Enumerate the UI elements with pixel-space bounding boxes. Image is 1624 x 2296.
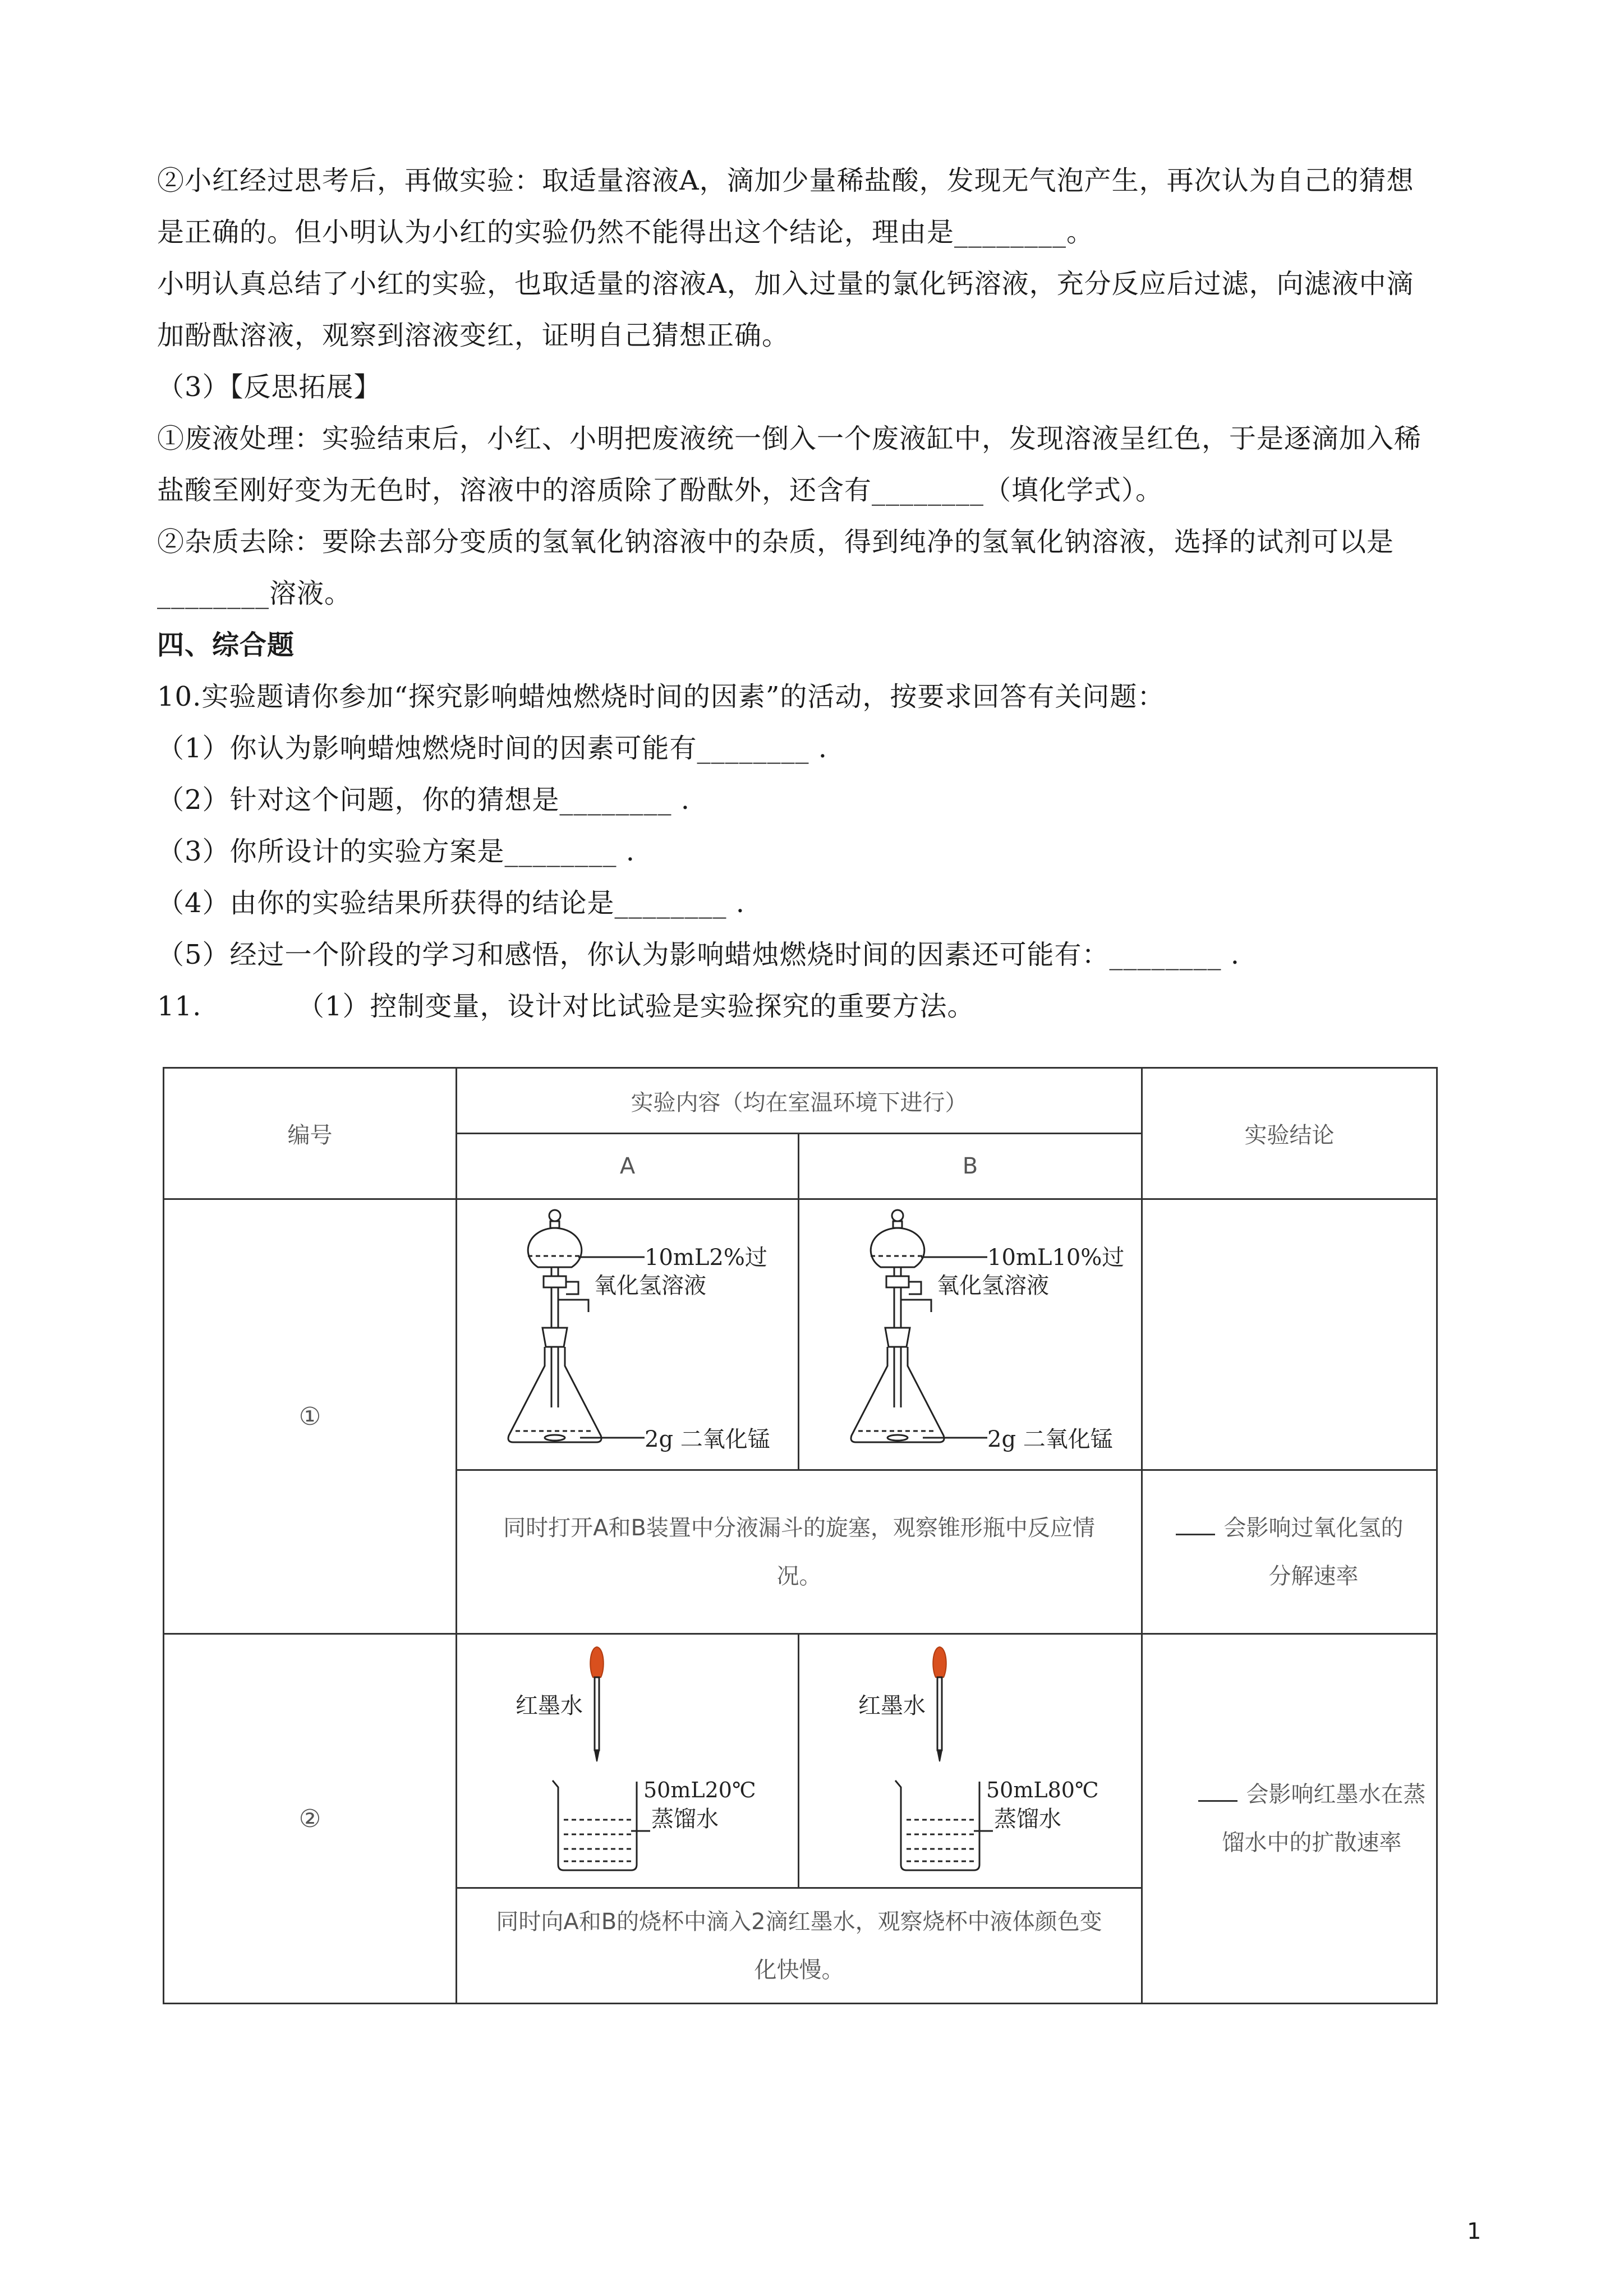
row2-operation-line-2: 化快慢。: [754, 1957, 844, 1983]
row1-operation: [457, 1470, 1142, 1634]
row1-conclusion-line-1: 会影响过氧化氢的: [1223, 1515, 1404, 1541]
dropper-beaker-diagram: [802, 1635, 1139, 1881]
row2-a-water-label-1: 50mL20℃: [643, 1778, 756, 1802]
row1-id: ①: [164, 1199, 457, 1634]
paragraph-line: 小明认真总结了小红的实验，也取适量的溶液A，加入过量的氯化钙溶液，充分反应后过滤，向滤液中滴: [157, 268, 1414, 300]
answer-blank: [1176, 1534, 1215, 1535]
row1-conclusion-empty: [1142, 1199, 1437, 1470]
row2-operation-line-1: 同时向A和B的烧杯中滴入2滴红墨水，观察烧杯中液体颜色变: [496, 1908, 1102, 1935]
row1-operation-line-1: 同时打开A和B装置中分液漏斗的旋塞，观察锥形瓶中反应情: [503, 1515, 1095, 1541]
paragraph-line: ②杂质去除：要除去部分变质的氢氧化钠溶液中的杂质，得到纯净的氢氧化钠溶液，选择的试剂可以是: [157, 526, 1395, 558]
question-10-item: （4）由你的实验结果所获得的结论是________ .: [157, 887, 746, 919]
paragraph-line: ①废液处理：实验结束后，小红、小明把废液统一倒入一个废液缸中，发现溶液呈红色，于是逐滴加入稀: [157, 423, 1422, 454]
row2-b-water-label-1: 50mL80℃: [986, 1778, 1098, 1802]
header-col-b: B: [799, 1134, 1142, 1199]
row1-conclusion-line-2: 分解速率: [1268, 1563, 1359, 1589]
paragraph-line: （3）【反思拓展】: [157, 371, 381, 403]
header-conclusion: 实验结论: [1142, 1068, 1437, 1199]
question-10-intro: 10.实验题请你参加“探究影响蜡烛燃烧时间的因素”的活动，按要求回答有关问题：: [157, 681, 1165, 712]
experiment-table: [163, 1067, 1438, 2004]
row2-conclusion-line-1: 会影响红墨水在蒸: [1246, 1782, 1426, 1807]
row2-b-water-label-2: 蒸馏水: [993, 1806, 1061, 1832]
row1-a-solution-label-2: 氧化氢溶液: [594, 1273, 706, 1299]
dropper-icon: [933, 1647, 946, 1761]
row1-b-solid-label: 2g 二氧化锰: [987, 1427, 1113, 1452]
paragraph-line: 是正确的。但小明认为小红的实验仍然不能得出这个结论，理由是________。: [157, 217, 1094, 248]
question-10-item: （3）你所设计的实验方案是________ .: [157, 836, 636, 867]
row1-operation-line-2: 况。: [776, 1563, 822, 1589]
question-11-number: 11.: [157, 991, 202, 1022]
paragraph-line: 盐酸至刚好变为无色时，溶液中的溶质除了酚酞外，还含有________（填化学式）。: [157, 475, 1163, 506]
row1-apparatus-a: [457, 1199, 799, 1470]
row2-apparatus-a: [457, 1634, 799, 1888]
row1-b-solution-label-1: 10mL10%过: [987, 1245, 1124, 1271]
row2-conclusion: [1142, 1634, 1437, 2004]
row2-id: ②: [164, 1634, 457, 2004]
question-10-item: （5）经过一个阶段的学习和感悟，你认为影响蜡烛燃烧时间的因素还可能有：________ .: [157, 939, 1240, 970]
paragraph-line: ________溶液。: [157, 578, 352, 609]
flask-funnel-diagram: [459, 1200, 796, 1464]
header-id: 编号: [164, 1068, 457, 1199]
dropper-beaker-diagram: [459, 1635, 796, 1881]
answer-blank: [1198, 1800, 1237, 1802]
dropper-icon: [590, 1647, 603, 1761]
paragraph-line: 加酚酞溶液，观察到溶液变红，证明自己猜想正确。: [157, 320, 790, 351]
row2-apparatus-b: [799, 1634, 1142, 1888]
row2-operation: [457, 1888, 1142, 2004]
section-title: 四、综合题: [157, 629, 295, 661]
paragraph-block: [157, 155, 1459, 1032]
row1-a-solid-label: 2g 二氧化锰: [644, 1427, 770, 1452]
paragraph-line: ②小红经过思考后，再做实验：取适量溶液A，滴加少量稀盐酸，发现无气泡产生，再次认为自己的猜想: [157, 165, 1414, 196]
row2-a-dropper-label: 红墨水: [515, 1693, 583, 1719]
question-11-text: （1）控制变量，设计对比试验是实验探究的重要方法。: [297, 991, 975, 1022]
row1-apparatus-b: [799, 1199, 1142, 1470]
header-col-a: A: [457, 1134, 799, 1199]
row1-a-solution-label-1: 10mL2%过: [644, 1245, 767, 1271]
header-content: 实验内容（均在室温环境下进行）: [457, 1068, 1142, 1134]
row2-a-water-label-2: 蒸馏水: [651, 1806, 719, 1832]
question-10-item: （2）针对这个问题，你的猜想是________ .: [157, 784, 691, 816]
row1-conclusion: [1142, 1470, 1437, 1634]
flask-funnel-diagram: [802, 1200, 1139, 1464]
row1-b-solution-label-2: 氧化氢溶液: [936, 1273, 1049, 1299]
page-number: 1: [1467, 2219, 1482, 2244]
row2-b-dropper-label: 红墨水: [858, 1693, 926, 1719]
question-10-item: （1）你认为影响蜡烛燃烧时间的因素可能有________ .: [157, 733, 828, 764]
row2-conclusion-line-2: 馏水中的扩散速率: [1222, 1830, 1402, 1856]
question-11: [157, 981, 1459, 1032]
